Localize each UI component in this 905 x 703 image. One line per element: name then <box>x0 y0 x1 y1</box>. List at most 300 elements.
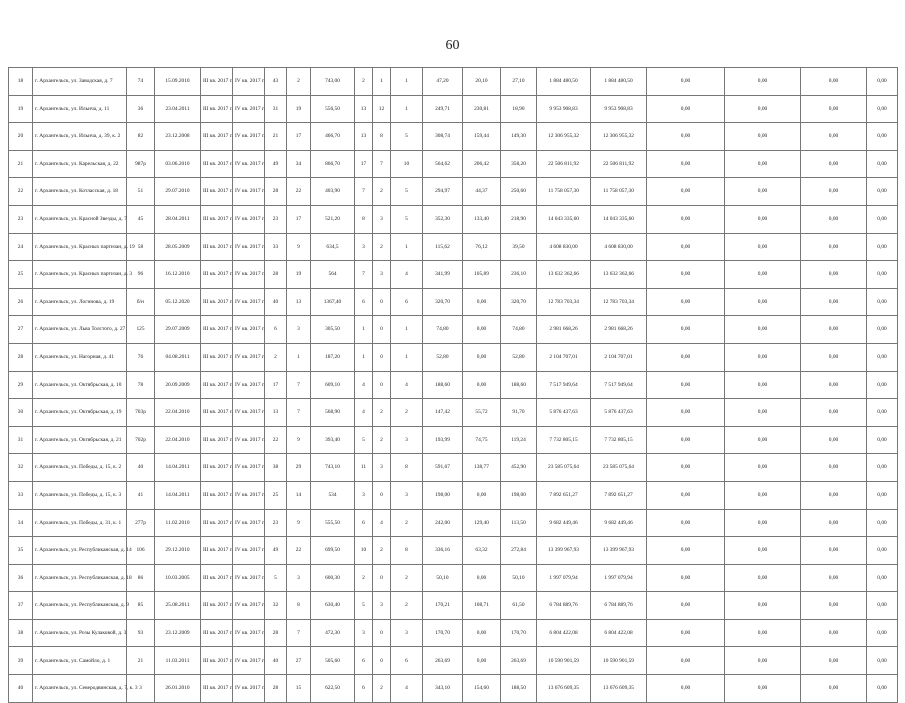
cost-other: 0,00 <box>801 564 867 592</box>
cost-region: 0,00 <box>647 343 725 371</box>
plan-quarter-start: III кв. 2017 г. <box>201 261 233 289</box>
cost-city: 0,00 <box>725 481 801 509</box>
residents-count: 28 <box>265 675 287 703</box>
building-area: 187,20 <box>311 343 355 371</box>
plan-quarter-end: IV кв. 2017 г. <box>233 426 265 454</box>
table-row <box>9 675 898 703</box>
doc-number: 702р <box>127 426 155 454</box>
flats-total: 3 <box>355 481 373 509</box>
flats-total: 1 <box>355 316 373 344</box>
address: г. Архангельск, ул. Красных партизан, д. 3 <box>33 261 127 289</box>
relocated-count: 19 <box>287 95 311 123</box>
plan-quarter-start: III кв. 2017 г. <box>201 537 233 565</box>
flats-total: 7 <box>355 261 373 289</box>
flats-municipal: 5 <box>391 178 423 206</box>
plan-quarter-end: IV кв. 2017 г. <box>233 205 265 233</box>
doc-date: 11.02.2010 <box>155 509 201 537</box>
cost-city: 0,00 <box>725 454 801 482</box>
plan-quarter-start: III кв. 2017 г. <box>201 509 233 537</box>
flats-municipal: 8 <box>391 454 423 482</box>
flats-municipal: 4 <box>391 261 423 289</box>
cost-fund: 11 758 057,30 <box>591 178 647 206</box>
area-total: 193,99 <box>423 426 463 454</box>
cost-total: 2 981 668,26 <box>537 316 591 344</box>
cost-fund: 6 804 422,08 <box>591 619 647 647</box>
relocated-count: 9 <box>287 426 311 454</box>
area-municipal: 119,24 <box>501 426 537 454</box>
area-municipal: 358,20 <box>501 150 537 178</box>
cost-region: 0,00 <box>647 454 725 482</box>
flats-private: 4 <box>373 509 391 537</box>
area-private: 0,00 <box>463 371 501 399</box>
cost-city: 0,00 <box>725 178 801 206</box>
cost-region: 0,00 <box>647 316 725 344</box>
cost-extra: 0,00 <box>867 261 898 289</box>
area-total: 52,80 <box>423 343 463 371</box>
table-row <box>9 399 898 427</box>
table-row <box>9 68 898 96</box>
cost-city: 0,00 <box>725 564 801 592</box>
relocated-count: 17 <box>287 123 311 151</box>
area-private: 74,75 <box>463 426 501 454</box>
flats-total: 13 <box>355 95 373 123</box>
doc-date: 14.04.2011 <box>155 481 201 509</box>
plan-quarter-start: III кв. 2017 г. <box>201 95 233 123</box>
cost-total: 12 783 703,34 <box>537 288 591 316</box>
cost-region: 0,00 <box>647 261 725 289</box>
area-municipal: 39,50 <box>501 233 537 261</box>
address: г. Архангельск, ул. Котласская, д. 18 <box>33 178 127 206</box>
doc-number: 125 <box>127 316 155 344</box>
area-municipal: 188,50 <box>501 675 537 703</box>
plan-quarter-end: IV кв. 2017 г. <box>233 564 265 592</box>
cost-region: 0,00 <box>647 509 725 537</box>
cost-city: 0,00 <box>725 205 801 233</box>
doc-date: 23.12.2008 <box>155 123 201 151</box>
building-area: 472,30 <box>311 619 355 647</box>
cost-other: 0,00 <box>801 371 867 399</box>
address: г. Архангельск, ул. Розы Кулаковой, д. 3 <box>33 619 127 647</box>
plan-quarter-end: IV кв. 2017 г. <box>233 647 265 675</box>
area-municipal: 170,70 <box>501 619 537 647</box>
doc-number: 987р <box>127 150 155 178</box>
cost-region: 0,00 <box>647 95 725 123</box>
cost-extra: 0,00 <box>867 205 898 233</box>
plan-quarter-start: III кв. 2017 г. <box>201 123 233 151</box>
cost-region: 0,00 <box>647 537 725 565</box>
cost-region: 0,00 <box>647 371 725 399</box>
cost-city: 0,00 <box>725 150 801 178</box>
doc-number: 277р <box>127 509 155 537</box>
area-total: 249,71 <box>423 95 463 123</box>
row-number: 18 <box>9 68 33 96</box>
cost-city: 0,00 <box>725 288 801 316</box>
address: г. Архангельск, ул. Нагорная, д. 41 <box>33 343 127 371</box>
cost-total: 10 590 901,59 <box>537 647 591 675</box>
flats-private: 2 <box>373 178 391 206</box>
address: г. Архангельск, ул. Республиканская, д. 9 <box>33 592 127 620</box>
cost-extra: 0,00 <box>867 399 898 427</box>
residents-count: 6 <box>265 316 287 344</box>
flats-municipal: 4 <box>391 675 423 703</box>
flats-municipal: 5 <box>391 123 423 151</box>
cost-city: 0,00 <box>725 399 801 427</box>
flats-municipal: 8 <box>391 537 423 565</box>
doc-date: 25.08.2011 <box>155 592 201 620</box>
cost-total: 12 306 955,32 <box>537 123 591 151</box>
cost-total: 7 517 949,64 <box>537 371 591 399</box>
area-private: 0,00 <box>463 647 501 675</box>
residents-count: 31 <box>265 95 287 123</box>
relocated-count: 29 <box>287 454 311 482</box>
cost-total: 22 506 811,92 <box>537 150 591 178</box>
flats-private: 2 <box>373 675 391 703</box>
cost-fund: 5 876 437,63 <box>591 399 647 427</box>
flats-private: 0 <box>373 647 391 675</box>
flats-private: 8 <box>373 123 391 151</box>
area-total: 50,10 <box>423 564 463 592</box>
area-municipal: 61,50 <box>501 592 537 620</box>
cost-region: 0,00 <box>647 619 725 647</box>
address: г. Архангельск, ул. Красных партизан, д. 19 <box>33 233 127 261</box>
area-private: 55,72 <box>463 399 501 427</box>
area-private: 129,40 <box>463 509 501 537</box>
cost-region: 0,00 <box>647 481 725 509</box>
flats-private: 0 <box>373 371 391 399</box>
flats-private: 0 <box>373 619 391 647</box>
row-number: 31 <box>9 426 33 454</box>
flats-total: 6 <box>355 647 373 675</box>
relocated-count: 14 <box>287 481 311 509</box>
flats-municipal: 3 <box>391 481 423 509</box>
cost-extra: 0,00 <box>867 537 898 565</box>
area-private: 133,40 <box>463 205 501 233</box>
flats-private: 12 <box>373 95 391 123</box>
relocated-count: 7 <box>287 371 311 399</box>
flats-private: 1 <box>373 68 391 96</box>
table-row <box>9 261 898 289</box>
cost-other: 0,00 <box>801 481 867 509</box>
cost-other: 0,00 <box>801 316 867 344</box>
cost-other: 0,00 <box>801 150 867 178</box>
residents-count: 13 <box>265 399 287 427</box>
address: г. Архангельск, ул. Логинова, д. 19 <box>33 288 127 316</box>
flats-total: 6 <box>355 509 373 537</box>
area-private: 0,00 <box>463 481 501 509</box>
flats-total: 10 <box>355 537 373 565</box>
table-row <box>9 95 898 123</box>
flats-municipal: 1 <box>391 343 423 371</box>
cost-fund: 2 981 668,26 <box>591 316 647 344</box>
cost-total: 7 892 651,27 <box>537 481 591 509</box>
cost-total: 1 997 079,94 <box>537 564 591 592</box>
area-total: 564,62 <box>423 150 463 178</box>
cost-total: 9 953 908,83 <box>537 95 591 123</box>
residents-count: 22 <box>265 426 287 454</box>
cost-fund: 13 676 609,35 <box>591 675 647 703</box>
row-number: 30 <box>9 399 33 427</box>
cost-other: 0,00 <box>801 261 867 289</box>
area-total: 198,00 <box>423 481 463 509</box>
cost-fund: 1 884 480,50 <box>591 68 647 96</box>
residents-count: 25 <box>265 481 287 509</box>
cost-city: 0,00 <box>725 123 801 151</box>
cost-other: 0,00 <box>801 288 867 316</box>
plan-quarter-start: III кв. 2017 г. <box>201 178 233 206</box>
plan-quarter-end: IV кв. 2017 г. <box>233 95 265 123</box>
area-private: 230,81 <box>463 95 501 123</box>
row-number: 37 <box>9 592 33 620</box>
flats-private: 3 <box>373 261 391 289</box>
row-number: 33 <box>9 481 33 509</box>
row-number: 38 <box>9 619 33 647</box>
cost-extra: 0,00 <box>867 233 898 261</box>
building-area: 403,90 <box>311 178 355 206</box>
doc-date: 14.04.2011 <box>155 454 201 482</box>
address: г. Архангельск, ул. Ильича, д. 11 <box>33 95 127 123</box>
table-row <box>9 647 898 675</box>
flats-total: 11 <box>355 454 373 482</box>
doc-number: 96 <box>127 261 155 289</box>
area-total: 47,20 <box>423 68 463 96</box>
doc-date: 23.12.2009 <box>155 619 201 647</box>
cost-total: 11 758 057,30 <box>537 178 591 206</box>
plan-quarter-end: IV кв. 2017 г. <box>233 619 265 647</box>
area-municipal: 149,30 <box>501 123 537 151</box>
building-area: 600,30 <box>311 564 355 592</box>
cost-fund: 7 517 949,64 <box>591 371 647 399</box>
cost-extra: 0,00 <box>867 426 898 454</box>
area-municipal: 52,80 <box>501 343 537 371</box>
flats-total: 17 <box>355 150 373 178</box>
relocated-count: 3 <box>287 564 311 592</box>
cost-total: 13 632 362,66 <box>537 261 591 289</box>
cost-other: 0,00 <box>801 399 867 427</box>
cost-other: 0,00 <box>801 537 867 565</box>
building-area: 556,50 <box>311 95 355 123</box>
plan-quarter-end: IV кв. 2017 г. <box>233 123 265 151</box>
plan-quarter-end: IV кв. 2017 г. <box>233 343 265 371</box>
cost-total: 6 804 422,08 <box>537 619 591 647</box>
relocated-count: 2 <box>287 68 311 96</box>
address: г. Архангельск, ул. Северодвинская, д. 7, к. 3 <box>33 675 127 703</box>
cost-fund: 9 682 449,46 <box>591 509 647 537</box>
row-number: 26 <box>9 288 33 316</box>
flats-municipal: 1 <box>391 68 423 96</box>
cost-other: 0,00 <box>801 619 867 647</box>
table-row <box>9 205 898 233</box>
area-total: 336,16 <box>423 537 463 565</box>
relocated-count: 1 <box>287 343 311 371</box>
area-total: 263,69 <box>423 647 463 675</box>
cost-city: 0,00 <box>725 647 801 675</box>
cost-extra: 0,00 <box>867 316 898 344</box>
area-private: 0,00 <box>463 316 501 344</box>
flats-private: 7 <box>373 150 391 178</box>
flats-total: 3 <box>355 233 373 261</box>
plan-quarter-end: IV кв. 2017 г. <box>233 316 265 344</box>
relocated-count: 15 <box>287 675 311 703</box>
cost-fund: 6 784 889,76 <box>591 592 647 620</box>
doc-number: 86 <box>127 564 155 592</box>
building-area: 699,50 <box>311 537 355 565</box>
address: г. Архангельск, ул. Победы, д. 15, к. 2 <box>33 454 127 482</box>
residents-count: 33 <box>265 233 287 261</box>
table-row <box>9 481 898 509</box>
table-row <box>9 426 898 454</box>
doc-number: 703р <box>127 399 155 427</box>
building-area: 505,60 <box>311 647 355 675</box>
address: г. Архангельск, ул. Победы, д. 31, к. 1 <box>33 509 127 537</box>
residents-count: 28 <box>265 619 287 647</box>
table-row <box>9 509 898 537</box>
flats-municipal: 1 <box>391 316 423 344</box>
doc-number: 78 <box>127 371 155 399</box>
row-number: 34 <box>9 509 33 537</box>
plan-quarter-start: III кв. 2017 г. <box>201 426 233 454</box>
table-row <box>9 564 898 592</box>
cost-extra: 0,00 <box>867 178 898 206</box>
area-private: 0,00 <box>463 343 501 371</box>
doc-date: 23.04.2011 <box>155 95 201 123</box>
doc-date: 29.07.2009 <box>155 316 201 344</box>
residents-count: 49 <box>265 150 287 178</box>
row-number: 36 <box>9 564 33 592</box>
residents-count: 28 <box>265 261 287 289</box>
doc-date: 03.06.2010 <box>155 150 201 178</box>
plan-quarter-start: III кв. 2017 г. <box>201 454 233 482</box>
flats-municipal: 5 <box>391 205 423 233</box>
cost-total: 23 585 075,64 <box>537 454 591 482</box>
relocated-count: 8 <box>287 592 311 620</box>
flats-total: 13 <box>355 123 373 151</box>
plan-quarter-start: III кв. 2017 г. <box>201 68 233 96</box>
area-municipal: 188,60 <box>501 371 537 399</box>
cost-fund: 13 632 362,66 <box>591 261 647 289</box>
cost-extra: 0,00 <box>867 509 898 537</box>
flats-total: 2 <box>355 564 373 592</box>
row-number: 28 <box>9 343 33 371</box>
cost-fund: 10 590 901,59 <box>591 647 647 675</box>
table-row <box>9 537 898 565</box>
cost-region: 0,00 <box>647 426 725 454</box>
doc-number: 85 <box>127 592 155 620</box>
cost-extra: 0,00 <box>867 95 898 123</box>
flats-total: 5 <box>355 592 373 620</box>
cost-fund: 14 043 335,60 <box>591 205 647 233</box>
flats-total: 3 <box>355 619 373 647</box>
plan-quarter-start: III кв. 2017 г. <box>201 481 233 509</box>
area-total: 188,60 <box>423 371 463 399</box>
building-area: 305,50 <box>311 316 355 344</box>
flats-private: 0 <box>373 481 391 509</box>
cost-fund: 12 306 955,32 <box>591 123 647 151</box>
address: г. Архангельск, ул. Октябрьская, д. 19 <box>33 399 127 427</box>
building-area: 555,50 <box>311 509 355 537</box>
area-private: 0,00 <box>463 619 501 647</box>
address: г. Архангельск, ул. Самойло, д. 1 <box>33 647 127 675</box>
cost-region: 0,00 <box>647 233 725 261</box>
cost-city: 0,00 <box>725 619 801 647</box>
flats-total: 4 <box>355 399 373 427</box>
area-private: 63,32 <box>463 537 501 565</box>
cost-city: 0,00 <box>725 316 801 344</box>
plan-quarter-end: IV кв. 2017 г. <box>233 509 265 537</box>
cost-other: 0,00 <box>801 592 867 620</box>
residents-count: 28 <box>265 178 287 206</box>
cost-region: 0,00 <box>647 150 725 178</box>
cost-region: 0,00 <box>647 399 725 427</box>
plan-quarter-start: III кв. 2017 г. <box>201 399 233 427</box>
residents-count: 43 <box>265 68 287 96</box>
plan-quarter-end: IV кв. 2017 г. <box>233 371 265 399</box>
flats-total: 6 <box>355 288 373 316</box>
cost-total: 13 399 967,93 <box>537 537 591 565</box>
flats-total: 8 <box>355 205 373 233</box>
cost-extra: 0,00 <box>867 150 898 178</box>
relocated-count: 17 <box>287 205 311 233</box>
cost-other: 0,00 <box>801 343 867 371</box>
plan-quarter-start: III кв. 2017 г. <box>201 150 233 178</box>
plan-quarter-start: III кв. 2017 г. <box>201 371 233 399</box>
plan-quarter-end: IV кв. 2017 г. <box>233 68 265 96</box>
address: г. Архангельск, ул. Карельская, д. 22 <box>33 150 127 178</box>
row-number: 29 <box>9 371 33 399</box>
row-number: 32 <box>9 454 33 482</box>
plan-quarter-end: IV кв. 2017 г. <box>233 178 265 206</box>
cost-fund: 22 506 811,92 <box>591 150 647 178</box>
flats-municipal: 2 <box>391 564 423 592</box>
row-number: 22 <box>9 178 33 206</box>
area-municipal: 263,69 <box>501 647 537 675</box>
area-municipal: 272,84 <box>501 537 537 565</box>
row-number: 25 <box>9 261 33 289</box>
cost-total: 1 884 480,50 <box>537 68 591 96</box>
doc-number: 93 <box>127 619 155 647</box>
cost-other: 0,00 <box>801 178 867 206</box>
area-private: 44,37 <box>463 178 501 206</box>
doc-number: 106 <box>127 537 155 565</box>
cost-fund: 13 399 967,93 <box>591 537 647 565</box>
table-row <box>9 316 898 344</box>
plan-quarter-start: III кв. 2017 г. <box>201 564 233 592</box>
table-row <box>9 233 898 261</box>
flats-total: 4 <box>355 371 373 399</box>
doc-number: 74 <box>127 68 155 96</box>
flats-private: 0 <box>373 316 391 344</box>
cost-fund: 7 732 805,15 <box>591 426 647 454</box>
table-row <box>9 150 898 178</box>
area-total: 591,67 <box>423 454 463 482</box>
row-number: 35 <box>9 537 33 565</box>
flats-total: 5 <box>355 426 373 454</box>
area-municipal: 320,70 <box>501 288 537 316</box>
cost-total: 13 676 609,35 <box>537 675 591 703</box>
area-municipal: 18,90 <box>501 95 537 123</box>
plan-quarter-start: III кв. 2017 г. <box>201 592 233 620</box>
doc-date: 04.08.2011 <box>155 343 201 371</box>
cost-fund: 2 104 707,01 <box>591 343 647 371</box>
address: г. Архангельск, ул. Льва Толстого, д. 27 <box>33 316 127 344</box>
cost-fund: 7 892 651,27 <box>591 481 647 509</box>
area-municipal: 198,00 <box>501 481 537 509</box>
table-row <box>9 371 898 399</box>
building-area: 743,10 <box>311 454 355 482</box>
cost-city: 0,00 <box>725 95 801 123</box>
area-municipal: 236,10 <box>501 261 537 289</box>
doc-date: 20.09.2009 <box>155 371 201 399</box>
flats-private: 2 <box>373 399 391 427</box>
